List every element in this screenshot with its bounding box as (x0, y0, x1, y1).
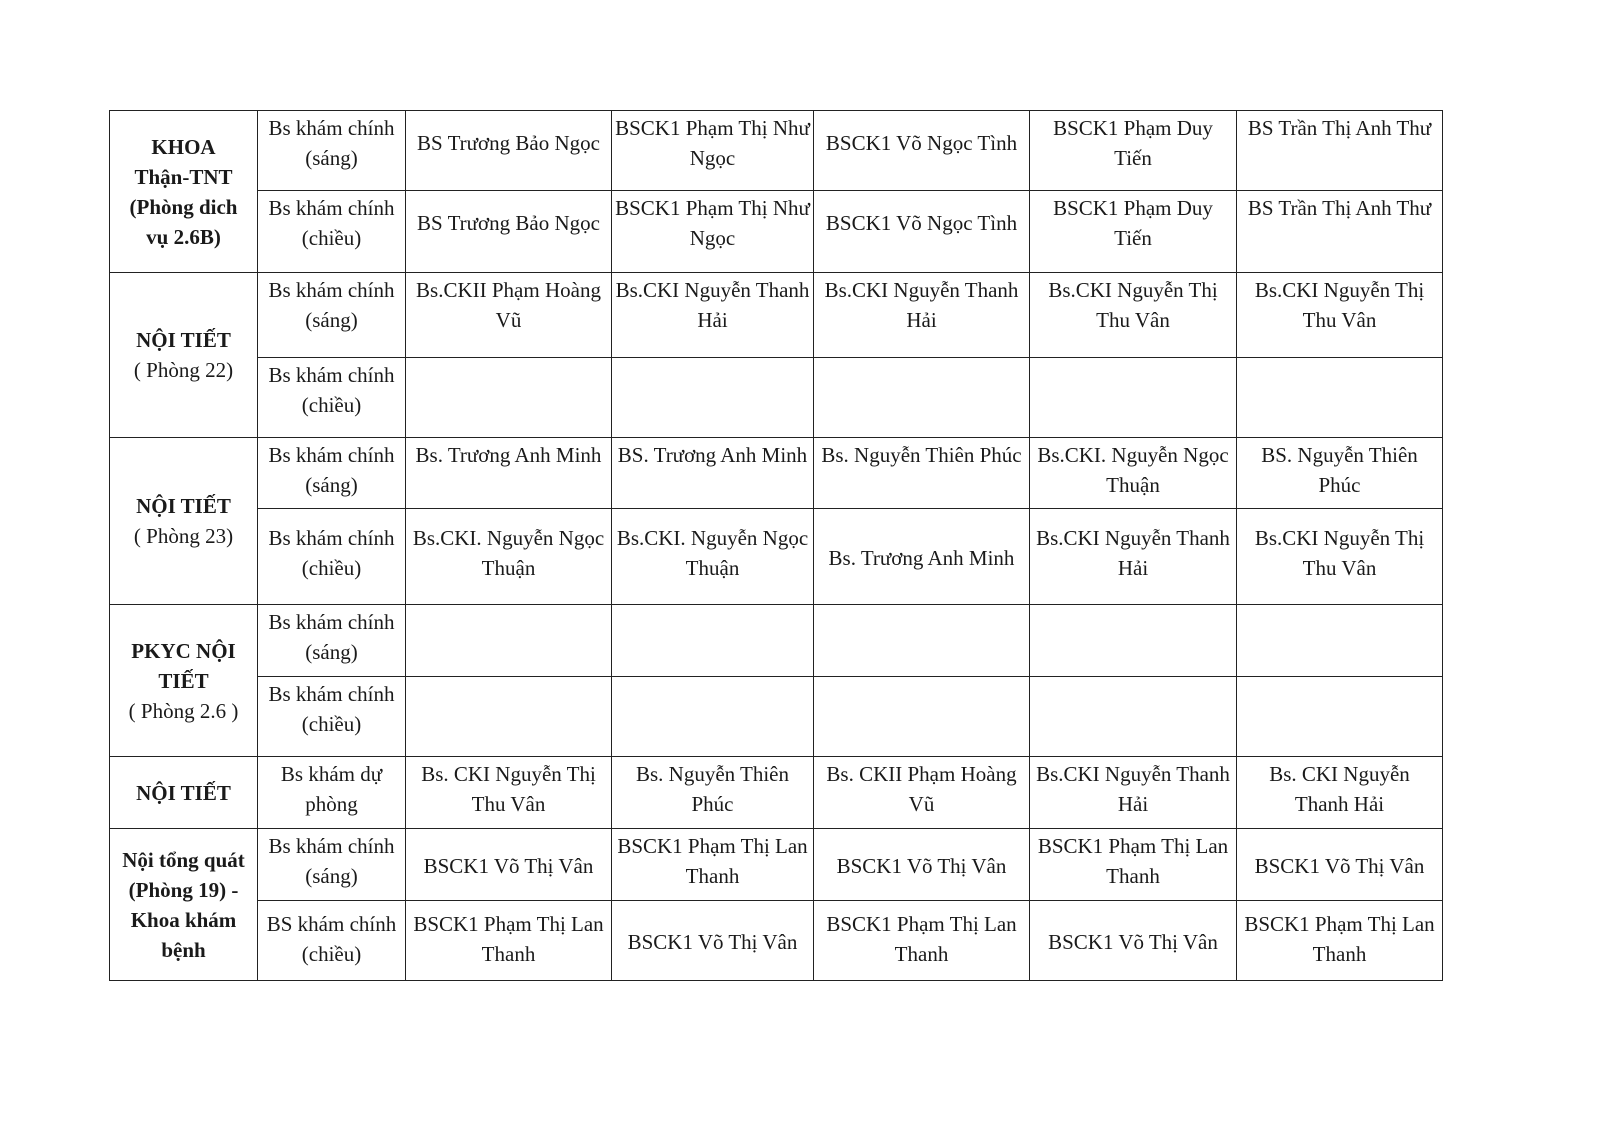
doctor-cell: BSCK1 Phạm Thị Lan Thanh (612, 829, 814, 901)
shift-cell: Bs khám chính (sáng) (258, 111, 406, 191)
table-row (110, 111, 1443, 191)
doctor-cell: BS Trần Thị Anh Thư (1237, 191, 1443, 273)
doctor-cell: Bs. CKI Nguyễn Thị Thu Vân (406, 757, 612, 829)
doctor-cell: BSCK1 Phạm Duy Tiến (1030, 191, 1237, 273)
doctor-cell (814, 605, 1030, 677)
shift-cell: Bs khám chính (sáng) (258, 273, 406, 358)
doctor-cell (612, 605, 814, 677)
doctor-cell: BSCK1 Phạm Thị Lan Thanh (1237, 901, 1443, 981)
doctor-cell: Bs.CKI Nguyễn Thanh Hải (1030, 757, 1237, 829)
doctor-cell: BSCK1 Võ Thị Vân (814, 829, 1030, 901)
dept-cell-pkyc-noi-tiet: PKYC NỘI TIẾT ( Phòng 2.6 ) (110, 605, 258, 757)
table-row (110, 757, 1443, 829)
doctor-cell: Bs. CKI Nguyễn Thanh Hải (1237, 757, 1443, 829)
doctor-cell: Bs. Nguyễn Thiên Phúc (814, 438, 1030, 509)
doctor-cell: BS Trương Bảo Ngọc (406, 111, 612, 191)
doctor-cell: BSCK1 Võ Thị Vân (612, 901, 814, 981)
doctor-cell (612, 677, 814, 757)
shift-cell: Bs khám chính (sáng) (258, 438, 406, 509)
dept-cell-noi-tiet-22: NỘI TIẾT ( Phòng 22) (110, 273, 258, 438)
dept-cell-than-tnt: KHOA Thận-TNT (Phòng dich vụ 2.6B) (110, 111, 258, 273)
doctor-cell (1030, 605, 1237, 677)
doctor-cell (406, 605, 612, 677)
doctor-cell: Bs. Trương Anh Minh (406, 438, 612, 509)
table-row (110, 901, 1443, 981)
doctor-cell: BSCK1 Phạm Thị Như Ngọc (612, 191, 814, 273)
doctor-cell: Bs.CKI. Nguyễn Ngọc Thuận (406, 509, 612, 605)
doctor-cell (814, 677, 1030, 757)
shift-cell: Bs khám chính (chiều) (258, 358, 406, 438)
table-row (110, 829, 1443, 901)
shift-cell: Bs khám chính (chiều) (258, 509, 406, 605)
shift-cell: Bs khám dự phòng (258, 757, 406, 829)
doctor-cell: BSCK1 Võ Thị Vân (406, 829, 612, 901)
doctor-cell: BSCK1 Phạm Duy Tiến (1030, 111, 1237, 191)
doctor-cell (1237, 358, 1443, 438)
doctor-cell: BSCK1 Võ Ngọc Tình (814, 191, 1030, 273)
table-row (110, 509, 1443, 605)
shift-cell: Bs khám chính (sáng) (258, 605, 406, 677)
table-row (110, 438, 1443, 509)
doctor-cell: BSCK1 Phạm Thị Như Ngọc (612, 111, 814, 191)
table-row (110, 358, 1443, 438)
doctor-cell: Bs.CKI Nguyễn Thanh Hải (1030, 509, 1237, 605)
table-row (110, 677, 1443, 757)
doctor-cell (406, 358, 612, 438)
doctor-cell: BS. Trương Anh Minh (612, 438, 814, 509)
shift-cell: Bs khám chính (chiều) (258, 191, 406, 273)
doctor-cell (612, 358, 814, 438)
shift-cell: BS khám chính (chiều) (258, 901, 406, 981)
doctor-schedule-table (109, 110, 1443, 981)
shift-cell: Bs khám chính (chiều) (258, 677, 406, 757)
doctor-cell: BSCK1 Phạm Thị Lan Thanh (1030, 829, 1237, 901)
doctor-cell: Bs. Nguyễn Thiên Phúc (612, 757, 814, 829)
dept-cell-noi-tiet-23: NỘI TIẾT ( Phòng 23) (110, 438, 258, 605)
doctor-cell (1237, 605, 1443, 677)
doctor-cell: Bs.CKI Nguyễn Thị Thu Vân (1030, 273, 1237, 358)
dept-cell-noi-tiet-prevention: NỘI TIẾT (110, 757, 258, 829)
doctor-cell: BSCK1 Võ Thị Vân (1030, 901, 1237, 981)
doctor-cell: Bs.CKI. Nguyễn Ngọc Thuận (612, 509, 814, 605)
table-row (110, 273, 1443, 358)
doctor-cell: Bs.CKI Nguyễn Thanh Hải (612, 273, 814, 358)
doctor-cell: Bs.CKII Phạm Hoàng Vũ (406, 273, 612, 358)
doctor-cell (1030, 358, 1237, 438)
doctor-cell: BS Trần Thị Anh Thư (1237, 111, 1443, 191)
doctor-cell: BSCK1 Phạm Thị Lan Thanh (406, 901, 612, 981)
doctor-cell: Bs.CKI Nguyễn Thị Thu Vân (1237, 273, 1443, 358)
doctor-cell (814, 358, 1030, 438)
doctor-cell: BSCK1 Võ Ngọc Tình (814, 111, 1030, 191)
doctor-cell (1237, 677, 1443, 757)
doctor-cell: Bs.CKI. Nguyễn Ngọc Thuận (1030, 438, 1237, 509)
doctor-cell: BSCK1 Võ Thị Vân (1237, 829, 1443, 901)
doctor-cell: BS. Nguyễn Thiên Phúc (1237, 438, 1443, 509)
doctor-cell: Bs.CKI Nguyễn Thanh Hải (814, 273, 1030, 358)
doctor-cell: BS Trương Bảo Ngọc (406, 191, 612, 273)
table-row (110, 605, 1443, 677)
dept-cell-noi-tong-quat: Nội tổng quát (Phòng 19) - Khoa khám bệnh (110, 829, 258, 981)
doctor-cell (406, 677, 612, 757)
shift-cell: Bs khám chính (sáng) (258, 829, 406, 901)
table-row (110, 191, 1443, 273)
doctor-cell: Bs. Trương Anh Minh (814, 509, 1030, 605)
doctor-cell: Bs. CKII Phạm Hoàng Vũ (814, 757, 1030, 829)
doctor-cell: BSCK1 Phạm Thị Lan Thanh (814, 901, 1030, 981)
doctor-cell (1030, 677, 1237, 757)
doctor-cell: Bs.CKI Nguyễn Thị Thu Vân (1237, 509, 1443, 605)
